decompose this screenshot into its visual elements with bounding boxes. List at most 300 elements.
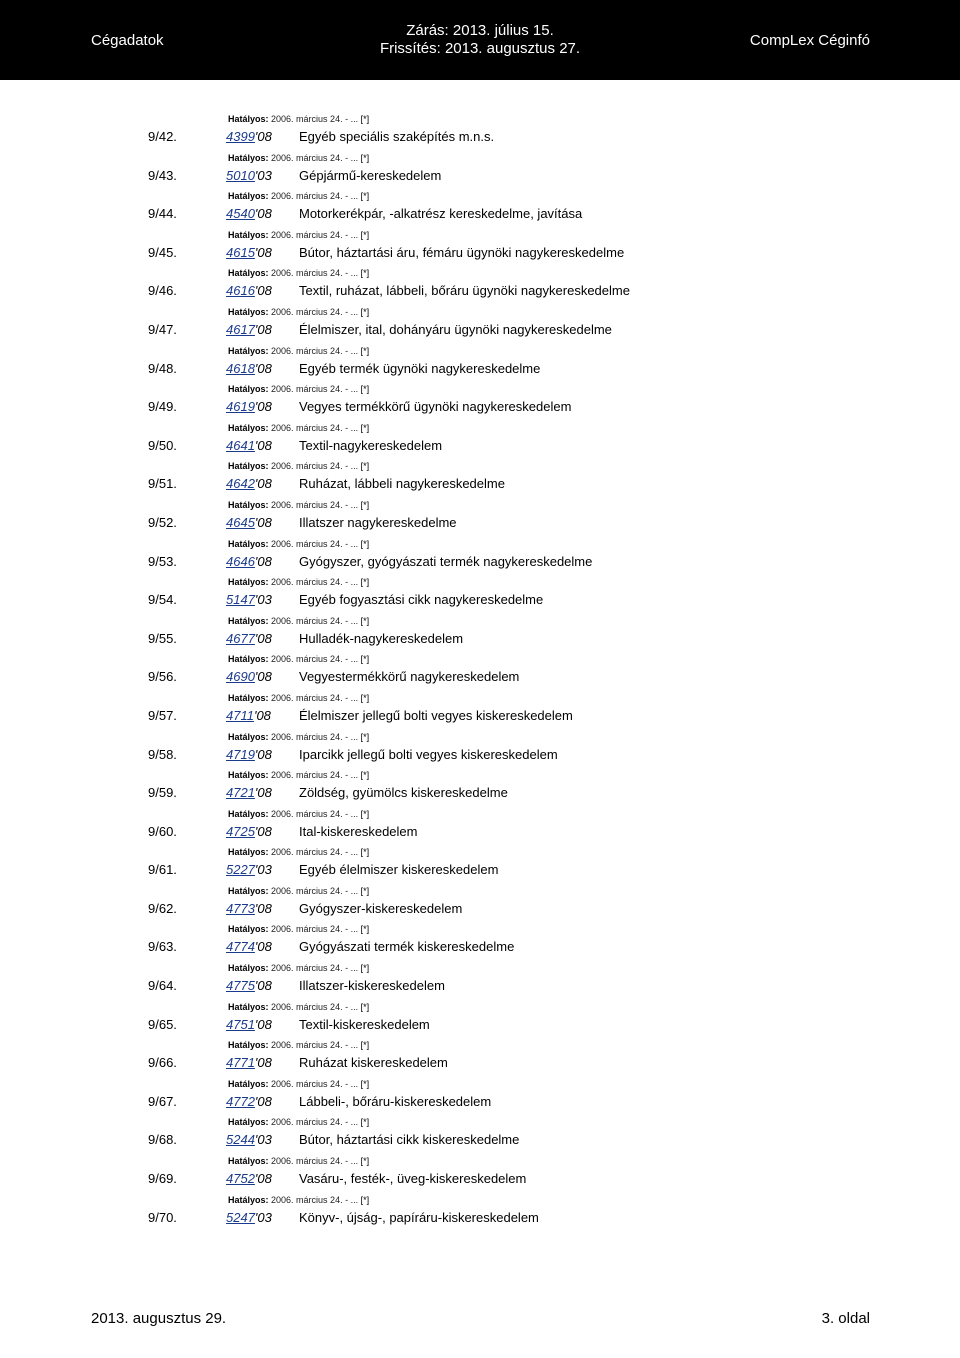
activity-code-suffix: '08 (254, 669, 272, 685)
activity-description: Gyógyszer, gyógyászati termék nagykereskedelme (299, 553, 593, 569)
activity-code-link[interactable]: 4752 (226, 1171, 255, 1187)
effective-date-line (228, 500, 369, 510)
effective-date: 2006. március 24. - ... (271, 770, 359, 781)
effective-mark: [*] (360, 885, 370, 896)
activity-code-suffix: '08 (254, 244, 272, 260)
activity-code-link[interactable]: 4725 (226, 823, 255, 839)
activity-code-suffix: '03 (254, 167, 272, 183)
list-item (0, 1079, 960, 1118)
activity-row (0, 128, 960, 146)
effective-date-line (228, 1117, 369, 1127)
activity-code (226, 321, 272, 339)
effective-label: Hatályos: (228, 924, 269, 935)
activity-code-suffix: '08 (254, 206, 272, 222)
list-item (0, 847, 960, 886)
effective-label: Hatályos: (228, 268, 269, 279)
effective-mark: [*] (360, 384, 370, 395)
activity-code-link[interactable]: 4772 (226, 1093, 255, 1109)
activity-row (0, 437, 960, 455)
page-header (0, 0, 960, 80)
activity-row (0, 553, 960, 571)
activity-row (0, 591, 960, 609)
activity-row (0, 360, 960, 378)
activity-description: Egyéb élelmiszer kiskereskedelem (299, 862, 499, 878)
effective-label: Hatályos: (228, 422, 269, 433)
activity-code (226, 398, 272, 416)
activity-row (0, 475, 960, 493)
activity-code (226, 1131, 272, 1149)
effective-date: 2006. március 24. - ... (271, 461, 359, 472)
effective-date-line (228, 384, 369, 394)
effective-mark: [*] (360, 268, 370, 279)
activity-description: Egyéb speciális szaképítés m.n.s. (299, 129, 495, 144)
effective-mark: [*] (360, 538, 370, 549)
activity-code-suffix: '08 (254, 129, 272, 144)
effective-mark: [*] (360, 692, 370, 703)
effective-date: 2006. március 24. - ... (271, 229, 359, 240)
effective-date: 2006. március 24. - ... (271, 963, 359, 974)
effective-date: 2006. március 24. - ... (271, 191, 359, 202)
effective-label: Hatályos: (228, 499, 269, 510)
effective-date: 2006. március 24. - ... (271, 345, 359, 356)
effective-date-line (228, 153, 369, 163)
activity-code (226, 553, 272, 571)
activity-code-link[interactable]: 4616 (226, 283, 255, 299)
list-item (0, 1117, 960, 1156)
activity-code (226, 128, 272, 146)
activity-code-link[interactable]: 4619 (226, 399, 255, 415)
list-item (0, 770, 960, 809)
activity-description: Bútor, háztartási áru, fémáru ügynöki nagykereskedelme (299, 244, 625, 260)
item-number: 9/68. (148, 1132, 177, 1148)
list-item (0, 809, 960, 848)
effective-label: Hatályos: (228, 114, 269, 124)
activity-row (0, 746, 960, 764)
list-item (0, 616, 960, 655)
list-item (0, 539, 960, 578)
effective-label: Hatályos: (228, 461, 269, 472)
activity-code-suffix: '08 (254, 1171, 272, 1187)
effective-date: 2006. március 24. - ... (271, 692, 359, 703)
activity-code-suffix: '08 (254, 283, 272, 299)
activity-code (226, 938, 272, 956)
activity-code (226, 1054, 272, 1072)
activity-code-link[interactable]: 4719 (226, 746, 255, 762)
item-number: 9/58. (148, 746, 177, 762)
activity-description: Textil, ruházat, lábbeli, bőráru ügynöki nagykereskedelme (299, 283, 630, 299)
activity-row (0, 514, 960, 532)
activity-code-suffix: '08 (254, 823, 272, 839)
effective-label: Hatályos: (228, 808, 269, 819)
effective-date-line (228, 886, 369, 896)
activity-code-link[interactable]: 4773 (226, 900, 255, 916)
effective-date-line (228, 693, 369, 703)
activity-description: Gépjármű-kereskedelem (299, 167, 442, 183)
effective-date-line (228, 963, 369, 973)
activity-code-suffix: '08 (254, 514, 272, 530)
effective-label: Hatályos: (228, 229, 269, 240)
activity-code (226, 1016, 272, 1034)
activity-code-suffix: '08 (254, 1093, 272, 1109)
activity-code-link[interactable]: 4677 (226, 630, 255, 646)
effective-label: Hatályos: (228, 731, 269, 742)
activity-row (0, 1209, 960, 1227)
effective-mark: [*] (360, 1117, 370, 1128)
activity-description: Vasáru-, festék-, üveg-kiskereskedelem (299, 1171, 527, 1187)
list-item (0, 307, 960, 346)
effective-mark: [*] (360, 114, 370, 124)
activity-description: Élelmiszer, ital, dohányáru ügynöki nagykereskedelme (299, 321, 612, 337)
activity-description: Egyéb fogyasztási cikk nagykereskedelme (299, 592, 544, 608)
effective-date: 2006. március 24. - ... (271, 808, 359, 819)
effective-label: Hatályos: (228, 692, 269, 703)
effective-date-line (228, 191, 369, 201)
effective-date: 2006. március 24. - ... (271, 1001, 359, 1012)
activity-code-link[interactable]: 4618 (226, 360, 255, 376)
activity-description: Ruházat, lábbeli nagykereskedelme (299, 476, 505, 492)
effective-date-line (228, 114, 369, 124)
effective-date-line (228, 268, 369, 278)
activity-row (0, 167, 960, 185)
activity-code-link[interactable]: 4645 (226, 514, 255, 530)
effective-date: 2006. március 24. - ... (271, 1078, 359, 1089)
list-item (0, 886, 960, 925)
item-number: 9/45. (148, 244, 177, 260)
activity-code-link[interactable]: 5247 (226, 1209, 255, 1225)
list-item (0, 268, 960, 307)
effective-date-line (228, 423, 369, 433)
activity-row (0, 1093, 960, 1111)
item-number: 9/49. (148, 399, 177, 415)
activity-description: Élelmiszer jellegű bolti vegyes kiskereskedelem (299, 707, 573, 723)
effective-mark: [*] (360, 654, 370, 665)
activity-code-link[interactable]: 4751 (226, 1016, 255, 1032)
effective-date: 2006. március 24. - ... (271, 654, 359, 665)
list-item (0, 963, 960, 1002)
activity-row (0, 1170, 960, 1188)
activity-code-link[interactable]: 4540 (226, 206, 255, 222)
item-number: 9/65. (148, 1016, 177, 1032)
activity-code-link[interactable]: 5227 (226, 862, 255, 878)
effective-date: 2006. március 24. - ... (271, 499, 359, 510)
list-item (0, 654, 960, 693)
activity-code-suffix: '08 (254, 399, 272, 415)
activity-code (226, 900, 272, 918)
activity-code (226, 707, 271, 725)
effective-date: 2006. március 24. - ... (271, 615, 359, 626)
effective-mark: [*] (360, 1040, 370, 1051)
activity-code (226, 437, 272, 455)
header-title-left: Cégadatok (91, 32, 164, 49)
effective-label: Hatályos: (228, 1194, 269, 1205)
effective-label: Hatályos: (228, 538, 269, 549)
activity-description: Egyéb termék ügynöki nagykereskedelme (299, 360, 541, 376)
header-closing-date: Zárás: 2013. július 15. (406, 22, 554, 39)
list-item (0, 423, 960, 462)
effective-date-line (228, 230, 369, 240)
list-item (0, 114, 960, 153)
effective-date: 2006. március 24. - ... (271, 384, 359, 395)
footer-date: 2013. augusztus 29. (91, 1310, 227, 1327)
effective-label: Hatályos: (228, 191, 269, 202)
effective-date-line (228, 1156, 369, 1166)
activity-row (0, 321, 960, 339)
activity-code (226, 591, 272, 609)
activity-code-suffix: '08 (254, 900, 272, 916)
activity-code-link[interactable]: 4399 (226, 129, 255, 144)
activity-code-link[interactable]: 4775 (226, 978, 255, 994)
item-number: 9/50. (148, 437, 177, 453)
activity-description: Hulladék-nagykereskedelem (299, 630, 464, 646)
effective-date: 2006. március 24. - ... (271, 731, 359, 742)
effective-date: 2006. március 24. - ... (271, 114, 359, 124)
item-number: 9/42. (148, 129, 177, 144)
effective-date-line (228, 1040, 369, 1050)
activity-code-link[interactable]: 4690 (226, 669, 255, 685)
activity-code-suffix: '08 (254, 1016, 272, 1032)
item-number: 9/70. (148, 1209, 177, 1225)
activity-code-suffix: '08 (254, 939, 272, 955)
activity-description: Iparcikk jellegű bolti vegyes kiskereskedelem (299, 746, 558, 762)
item-number: 9/59. (148, 785, 177, 801)
item-number: 9/51. (148, 476, 177, 492)
activity-description: Illatszer-kiskereskedelem (299, 978, 445, 994)
effective-date-line (228, 1002, 369, 1012)
activity-code (226, 668, 272, 686)
activity-row (0, 784, 960, 802)
activity-row (0, 977, 960, 995)
effective-date: 2006. március 24. - ... (271, 577, 359, 588)
list-item (0, 1040, 960, 1079)
item-number: 9/53. (148, 553, 177, 569)
activity-description: Könyv-, újság-, papíráru-kiskereskedelem (299, 1209, 539, 1225)
activity-description: Motorkerékpár, -alkatrész kereskedelme, javítása (299, 206, 583, 222)
effective-date-line (228, 809, 369, 819)
activity-code-link[interactable]: 5244 (226, 1132, 255, 1148)
effective-mark: [*] (360, 499, 370, 510)
effective-date: 2006. március 24. - ... (271, 1194, 359, 1205)
activity-code-link[interactable]: 4617 (226, 321, 255, 337)
effective-date: 2006. március 24. - ... (271, 1117, 359, 1128)
header-title-right: CompLex Céginfó (749, 32, 870, 49)
activity-description: Ruházat kiskereskedelem (299, 1055, 448, 1071)
list-item (0, 461, 960, 500)
effective-label: Hatályos: (228, 306, 269, 317)
effective-date: 2006. március 24. - ... (271, 885, 359, 896)
activity-code-suffix: '08 (254, 553, 272, 569)
activity-code-link[interactable]: 4646 (226, 553, 255, 569)
activity-code (226, 167, 272, 185)
activity-code-suffix: '08 (254, 746, 272, 762)
effective-mark: [*] (360, 461, 370, 472)
effective-date-line (228, 1079, 369, 1089)
effective-label: Hatályos: (228, 152, 269, 163)
item-number: 9/56. (148, 669, 177, 685)
effective-label: Hatályos: (228, 577, 269, 588)
list-item (0, 346, 960, 385)
activity-code (226, 475, 272, 493)
activity-code-suffix: '08 (254, 630, 272, 646)
list-item (0, 191, 960, 230)
item-number: 9/52. (148, 514, 177, 530)
activity-code-suffix: '08 (254, 785, 272, 801)
activity-code-suffix: '03 (254, 1209, 272, 1225)
activity-description: Gyógyászati termék kiskereskedelme (299, 939, 515, 955)
activity-code (226, 244, 272, 262)
effective-mark: [*] (360, 731, 370, 742)
activity-row (0, 244, 960, 262)
effective-mark: [*] (360, 770, 370, 781)
activity-description: Bútor, háztartási cikk kiskereskedelme (299, 1132, 520, 1148)
effective-label: Hatályos: (228, 885, 269, 896)
effective-mark: [*] (360, 229, 370, 240)
effective-mark: [*] (360, 422, 370, 433)
activity-code-link[interactable]: 5147 (226, 592, 255, 608)
effective-date-line (228, 654, 369, 664)
list-item (0, 153, 960, 192)
activity-row (0, 630, 960, 648)
effective-mark: [*] (360, 1194, 370, 1205)
effective-date-line (228, 847, 369, 857)
list-item (0, 230, 960, 269)
effective-label: Hatályos: (228, 1001, 269, 1012)
activity-description: Textil-kiskereskedelem (299, 1016, 430, 1032)
item-number: 9/67. (148, 1093, 177, 1109)
list-item (0, 1156, 960, 1195)
activity-row (0, 861, 960, 879)
activity-code-suffix: '03 (254, 1132, 272, 1148)
activity-row (0, 1016, 960, 1034)
effective-date-line (228, 924, 369, 934)
effective-mark: [*] (360, 577, 370, 588)
activity-code (226, 1093, 272, 1111)
effective-mark: [*] (360, 1078, 370, 1089)
item-number: 9/69. (148, 1171, 177, 1187)
activity-code-link[interactable]: 4711 (226, 707, 254, 723)
item-number: 9/47. (148, 321, 177, 337)
effective-date: 2006. március 24. - ... (271, 847, 359, 858)
item-number: 9/48. (148, 360, 177, 376)
activity-row (0, 900, 960, 918)
activity-row (0, 282, 960, 300)
list-item (0, 693, 960, 732)
activity-code-suffix: '08 (254, 476, 272, 492)
activity-description: Ital-kiskereskedelem (299, 823, 418, 839)
item-number: 9/61. (148, 862, 177, 878)
effective-date: 2006. március 24. - ... (271, 1156, 359, 1167)
effective-label: Hatályos: (228, 615, 269, 626)
effective-label: Hatályos: (228, 654, 269, 665)
list-item (0, 384, 960, 423)
item-number: 9/57. (148, 707, 177, 723)
activity-code-suffix: '08 (253, 707, 271, 723)
item-number: 9/62. (148, 900, 177, 916)
effective-label: Hatályos: (228, 345, 269, 356)
footer-page-number: 3. oldal (821, 1310, 870, 1327)
activity-code-link[interactable]: 5010 (226, 167, 255, 183)
effective-mark: [*] (360, 1156, 370, 1167)
activity-code (226, 630, 272, 648)
effective-mark: [*] (360, 345, 370, 356)
item-number: 9/66. (148, 1055, 177, 1071)
activity-code (226, 360, 272, 378)
effective-label: Hatályos: (228, 1040, 269, 1051)
effective-date-line (228, 461, 369, 471)
activity-code-link[interactable]: 4642 (226, 476, 255, 492)
effective-date: 2006. március 24. - ... (271, 538, 359, 549)
activity-row (0, 938, 960, 956)
activity-code (226, 746, 272, 764)
list-item (0, 500, 960, 539)
activity-code-link[interactable]: 4774 (226, 939, 255, 955)
effective-date: 2006. március 24. - ... (271, 924, 359, 935)
effective-date-line (228, 539, 369, 549)
effective-label: Hatályos: (228, 963, 269, 974)
list-item (0, 1002, 960, 1041)
activity-code-suffix: '08 (254, 437, 272, 453)
effective-mark: [*] (360, 847, 370, 858)
activity-code (226, 1209, 272, 1227)
activity-description: Lábbeli-, bőráru-kiskereskedelem (299, 1093, 492, 1109)
effective-label: Hatályos: (228, 1156, 269, 1167)
activity-code (226, 1170, 272, 1188)
item-number: 9/54. (148, 592, 177, 608)
effective-date-line (228, 732, 369, 742)
list-item (0, 732, 960, 771)
effective-mark: [*] (360, 152, 370, 163)
effective-date: 2006. március 24. - ... (271, 1040, 359, 1051)
item-number: 9/43. (148, 167, 177, 183)
activity-row (0, 668, 960, 686)
activity-row (0, 205, 960, 223)
item-number: 9/55. (148, 630, 177, 646)
activity-row (0, 1131, 960, 1149)
activity-code (226, 977, 272, 995)
activity-row (0, 1054, 960, 1072)
activity-description: Illatszer nagykereskedelme (299, 514, 457, 530)
effective-mark: [*] (360, 808, 370, 819)
list-item (0, 577, 960, 616)
item-number: 9/63. (148, 939, 177, 955)
activity-description: Zöldség, gyümölcs kiskereskedelme (299, 785, 508, 801)
activity-code-link[interactable]: 4641 (226, 437, 255, 453)
effective-label: Hatályos: (228, 1117, 269, 1128)
activity-row (0, 398, 960, 416)
effective-date: 2006. március 24. - ... (271, 268, 359, 279)
activity-description: Textil-nagykereskedelem (299, 437, 443, 453)
activity-code-link[interactable]: 4721 (226, 785, 255, 801)
activity-code-suffix: '03 (254, 862, 272, 878)
item-number: 9/64. (148, 978, 177, 994)
list-item (0, 1195, 960, 1234)
effective-label: Hatályos: (228, 770, 269, 781)
header-update-date: Frissítés: 2013. augusztus 27. (379, 40, 581, 57)
activity-code (226, 205, 272, 223)
effective-date: 2006. március 24. - ... (271, 152, 359, 163)
effective-date: 2006. március 24. - ... (271, 422, 359, 433)
list-item (0, 924, 960, 963)
item-number: 9/44. (148, 206, 177, 222)
effective-mark: [*] (360, 615, 370, 626)
activity-code-suffix: '03 (254, 592, 272, 608)
effective-mark: [*] (360, 306, 370, 317)
activity-code-link[interactable]: 4771 (226, 1055, 255, 1071)
effective-mark: [*] (360, 191, 370, 202)
activity-code-suffix: '08 (254, 321, 272, 337)
activity-code-link[interactable]: 4615 (226, 244, 255, 260)
activity-code (226, 784, 272, 802)
effective-date: 2006. március 24. - ... (271, 306, 359, 317)
